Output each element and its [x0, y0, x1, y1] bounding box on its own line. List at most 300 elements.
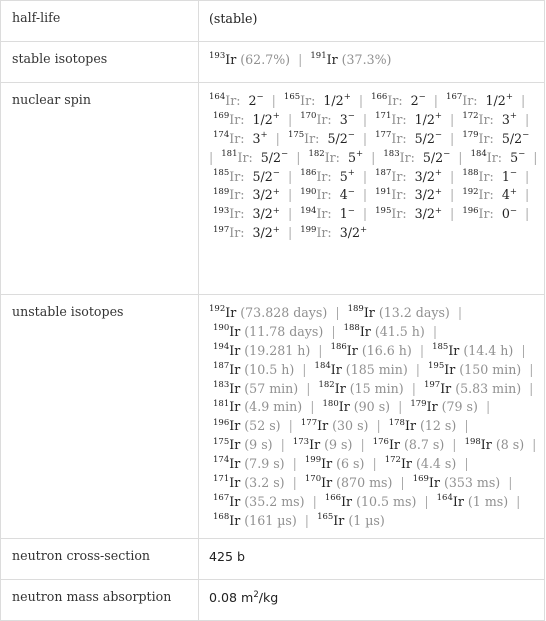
isotope-entry	[315, 362, 408, 377]
mass-number: 186	[330, 342, 347, 353]
half-life-value: (73.828 days)	[240, 305, 328, 320]
half-life-value: (12 s)	[419, 418, 457, 434]
mass-number: 174	[213, 455, 230, 466]
spin-value: 3/2	[339, 225, 360, 241]
isotope-entry	[424, 381, 521, 396]
mass-absorption-number: 0.08 m	[209, 590, 254, 605]
element-symbol: Ir:	[229, 225, 245, 241]
mass-number: 188	[343, 323, 360, 334]
parity-sign: −	[418, 92, 426, 103]
mass-number: 177	[375, 130, 392, 141]
mass-number: 195	[375, 205, 392, 216]
separator: |	[464, 456, 469, 472]
element-symbol: Ir	[388, 437, 400, 453]
element-symbol: Ir	[229, 361, 241, 377]
separator: |	[524, 206, 530, 222]
element-symbol: Ir:	[486, 149, 503, 165]
mass-number: 187	[375, 167, 392, 178]
element-symbol: Ir:	[316, 111, 332, 127]
separator: |	[532, 437, 537, 453]
parity-sign: +	[347, 167, 355, 178]
mass-number: 172	[384, 455, 401, 466]
element-symbol: Ir:	[478, 187, 494, 203]
mass-number: 199	[304, 455, 322, 466]
half-life-value: (13.2 days)	[378, 305, 450, 320]
separator: |	[298, 52, 303, 67]
element-symbol: Ir	[309, 437, 321, 453]
half-life-value: (14.4 h)	[463, 342, 514, 358]
isotope-entry	[305, 456, 365, 471]
element-symbol: Ir	[341, 493, 353, 509]
isotope-entry	[323, 399, 391, 414]
isotope-entry	[213, 513, 297, 528]
mass-number: 192	[462, 186, 479, 197]
mass-number: 191	[375, 186, 392, 197]
separator: |	[450, 206, 455, 222]
separator: |	[358, 93, 364, 108]
half-life-value: (9 s)	[324, 437, 353, 453]
spin-entry	[462, 131, 529, 146]
spin-entry	[213, 131, 268, 146]
element-symbol: Ir:	[316, 225, 332, 241]
element-symbol: Ir:	[237, 149, 253, 165]
label-nuclear-spin: nuclear spin	[1, 83, 199, 295]
spin-entry	[371, 93, 426, 108]
separator: |	[433, 93, 439, 108]
mass-number: 168	[213, 512, 230, 523]
separator: |	[450, 111, 455, 127]
mass-number: 166	[324, 493, 342, 504]
spin-value: 3/2	[252, 187, 273, 203]
half-life-value: (6 s)	[336, 456, 365, 472]
spin-value: 3/2	[252, 206, 273, 222]
parity-sign: −	[281, 148, 289, 159]
half-life-value: (7.9 s)	[244, 456, 285, 472]
element-symbol: Ir	[229, 475, 241, 491]
label-stable-isotopes: stable isotopes	[1, 42, 199, 83]
element-symbol: Ir:	[478, 206, 494, 222]
half-life-value: (11.78 days)	[244, 323, 324, 339]
mass-number: 190	[300, 186, 317, 197]
isotope-entry	[213, 494, 305, 509]
spin-value: 5	[510, 149, 519, 165]
mass-number: 169	[412, 474, 429, 485]
isotope-entry	[213, 362, 294, 377]
half-life-value: (52 s)	[244, 418, 281, 434]
separator: |	[457, 305, 463, 320]
parity-sign: +	[505, 92, 513, 103]
spin-entry	[471, 150, 526, 165]
label-neutron-mass-absorption: neutron mass absorption	[1, 580, 199, 621]
spin-entry	[462, 169, 517, 184]
element-symbol: Ir	[448, 342, 460, 358]
element-symbol: Ir	[229, 493, 241, 509]
separator: |	[450, 130, 455, 146]
isotope-entry	[325, 494, 417, 509]
value-nuclear-spin	[199, 83, 545, 295]
parity-sign: −	[347, 111, 355, 122]
element-symbol: Ir	[229, 399, 241, 415]
element-symbol: Ir	[330, 361, 342, 377]
separator: |	[485, 399, 491, 415]
row-neutron-mass-absorption	[1, 580, 545, 621]
spin-value: 4	[339, 187, 348, 203]
separator: |	[419, 342, 425, 358]
spin-entry	[383, 150, 450, 165]
half-life-value: (3.2 s)	[244, 475, 285, 491]
element-symbol: Ir	[229, 437, 241, 453]
separator: |	[524, 111, 530, 127]
isotope-entry	[213, 437, 273, 452]
label-unstable-isotopes: unstable isotopes	[1, 295, 199, 539]
spin-entry	[300, 225, 367, 240]
isotope-entry	[305, 475, 393, 490]
separator: |	[372, 456, 377, 472]
mass-number: 190	[213, 323, 230, 334]
spin-value: 2	[410, 93, 419, 108]
mass-number: 189	[213, 186, 230, 197]
element-symbol: Ir	[440, 380, 452, 396]
isotope-entry	[437, 494, 509, 509]
separator: |	[362, 187, 368, 203]
separator: |	[520, 93, 526, 108]
spin-value: 5/2	[414, 130, 435, 146]
element-symbol: Ir:	[316, 206, 332, 222]
isotope-entry	[213, 475, 285, 490]
isotope-entry	[213, 381, 298, 396]
isotope-entry	[385, 456, 457, 471]
spin-entry	[213, 225, 280, 240]
element-symbol: Ir	[326, 52, 338, 67]
element-symbol: Ir	[229, 456, 241, 472]
half-life-value: (57 min)	[244, 380, 299, 396]
half-life-value: (8 s)	[495, 437, 525, 453]
mass-number: 197	[423, 379, 441, 390]
element-symbol: Ir:	[316, 168, 332, 184]
separator: |	[521, 342, 526, 358]
parity-sign: +	[434, 186, 443, 197]
parity-sign: −	[347, 186, 355, 197]
spin-value: 5	[339, 168, 348, 184]
parity-sign: +	[272, 205, 280, 216]
element-symbol: Ir:	[300, 93, 316, 108]
element-symbol: Ir	[428, 475, 440, 491]
half-life-value: (10.5 ms)	[356, 493, 417, 509]
half-life-value: (4.9 min)	[244, 399, 303, 415]
half-life-value: (41.5 h)	[374, 323, 425, 339]
mass-absorption-unit-tail: /kg	[258, 590, 279, 605]
value-half-life: (stable)	[199, 1, 545, 42]
element-symbol: Ir:	[304, 130, 320, 146]
mass-number: 181	[213, 398, 230, 409]
spin-entry	[213, 187, 280, 202]
separator: |	[312, 493, 317, 509]
element-symbol: Ir	[229, 418, 241, 434]
half-life-value: (1 µs)	[348, 512, 385, 528]
element-symbol: Ir:	[229, 111, 245, 127]
mass-number: 167	[446, 92, 463, 103]
separator: |	[533, 149, 538, 165]
separator: |	[362, 111, 368, 127]
mass-number: 193	[213, 205, 230, 216]
parity-sign: −	[256, 92, 264, 103]
value-stable-isotopes	[199, 42, 545, 83]
half-life-value: (353 ms)	[443, 475, 501, 491]
half-life-value: (79 s)	[441, 399, 478, 415]
mass-number: 169	[213, 111, 230, 122]
separator: |	[287, 206, 293, 222]
half-life-value: (5.83 min)	[455, 380, 522, 396]
parity-sign: −	[272, 167, 280, 178]
isotope-entry	[209, 305, 327, 320]
half-life-value: (161 µs)	[244, 512, 297, 528]
isotope-entry	[432, 343, 513, 358]
spin-value: 1/2	[414, 111, 435, 127]
separator: |	[362, 130, 368, 146]
separator: |	[450, 168, 455, 184]
isotope-entry	[410, 399, 478, 414]
mass-number: 199	[300, 224, 317, 235]
separator: |	[292, 475, 297, 491]
mass-number: 165	[283, 92, 301, 103]
parity-sign: −	[518, 148, 526, 159]
separator: |	[371, 149, 376, 165]
separator: |	[280, 437, 285, 453]
parity-sign: +	[434, 167, 443, 178]
separator: |	[376, 418, 381, 434]
mass-number: 179	[462, 130, 479, 141]
half-life-value: (10.5 h)	[244, 361, 295, 377]
parity-sign: +	[355, 148, 364, 159]
half-life-value: (30 s)	[332, 418, 369, 434]
isotope-entry	[428, 362, 521, 377]
element-symbol: Ir	[444, 361, 456, 377]
row-neutron-cross-section	[1, 539, 545, 580]
isotope-entry	[344, 324, 425, 339]
separator: |	[287, 111, 293, 127]
element-symbol: Ir:	[229, 168, 245, 184]
separator: |	[271, 93, 276, 108]
separator: |	[287, 225, 293, 241]
element-symbol: Ir:	[391, 168, 407, 184]
spin-value: 4	[501, 187, 510, 203]
mass-number: 196	[462, 205, 479, 216]
element-symbol: Ir:	[387, 93, 403, 108]
spin-entry	[462, 112, 517, 127]
spin-value: 2	[248, 93, 257, 108]
half-life-value: (185 min)	[345, 361, 408, 377]
isotope-entry	[413, 475, 501, 490]
spin-value: 3	[501, 111, 510, 127]
isotope-entry	[209, 52, 290, 67]
element-symbol: Ir:	[478, 111, 494, 127]
row-unstable-isotopes	[1, 295, 545, 539]
element-symbol: Ir:	[316, 187, 332, 203]
mass-number: 171	[213, 474, 230, 485]
parity-sign: +	[260, 130, 268, 141]
spin-entry	[221, 150, 288, 165]
row-stable-isotopes	[1, 42, 545, 83]
spin-entry	[213, 206, 280, 221]
mass-number: 178	[388, 417, 405, 428]
isotope-entry	[389, 418, 457, 433]
mass-number: 174	[213, 130, 230, 141]
isotope-entry	[331, 343, 412, 358]
isotope-entry	[213, 418, 281, 433]
spin-entry	[300, 187, 355, 202]
separator: |	[508, 475, 513, 491]
spin-entry	[375, 187, 442, 202]
element-symbol: Ir:	[462, 93, 478, 108]
spin-entry	[375, 131, 442, 146]
half-life-value: (90 s)	[353, 399, 391, 415]
parity-sign: −	[443, 148, 451, 159]
parity-sign: +	[434, 205, 443, 216]
parity-sign: −	[347, 130, 355, 141]
element-symbol: Ir:	[391, 187, 407, 203]
element-symbol: Ir	[229, 323, 241, 339]
mass-number: 189	[347, 304, 364, 315]
element-symbol: Ir:	[478, 168, 494, 184]
spin-entry	[375, 206, 442, 221]
separator: |	[360, 437, 365, 453]
element-symbol: Ir	[321, 456, 333, 472]
mass-number: 164	[436, 493, 453, 504]
separator: |	[398, 399, 403, 415]
mass-number: 196	[213, 417, 230, 428]
separator: |	[529, 361, 534, 377]
separator: |	[287, 187, 293, 203]
parity-sign: −	[434, 130, 443, 141]
separator: |	[292, 456, 297, 472]
mass-number: 170	[300, 111, 317, 122]
row-half-life	[1, 1, 545, 42]
spin-entry	[462, 187, 517, 202]
mass-number: 164	[209, 92, 226, 103]
mass-number: 183	[213, 379, 230, 390]
spin-entry	[375, 169, 442, 184]
spin-value: 5/2	[327, 130, 348, 146]
mass-number: 185	[213, 167, 230, 178]
spin-entry	[284, 93, 351, 108]
separator: |	[516, 493, 521, 509]
mass-number: 171	[375, 111, 392, 122]
value-unstable-isotopes	[199, 295, 545, 539]
mass-number: 172	[462, 111, 479, 122]
parity-sign: +	[272, 186, 280, 197]
spin-value: 3/2	[414, 168, 435, 184]
mass-number: 197	[213, 224, 230, 235]
mass-number: 181	[221, 148, 238, 159]
mass-number: 187	[213, 360, 230, 371]
element-symbol: Ir:	[391, 206, 407, 222]
spin-value: 1	[501, 168, 510, 184]
separator: |	[306, 380, 311, 396]
element-symbol: Ir:	[391, 111, 407, 127]
element-symbol: Ir	[225, 52, 237, 67]
spin-entry	[446, 93, 513, 108]
element-symbol: Ir	[480, 437, 492, 453]
spin-value: 1/2	[485, 93, 506, 108]
element-symbol: Ir	[452, 493, 464, 509]
parity-sign: +	[272, 224, 280, 235]
element-symbol: Ir:	[391, 130, 407, 146]
half-life-value: (150 min)	[459, 361, 522, 377]
mass-number: 198	[464, 436, 481, 447]
spin-value: 1/2	[252, 111, 273, 127]
isotope-entry	[318, 381, 403, 396]
separator: |	[450, 187, 455, 203]
spin-entry	[462, 206, 517, 221]
separator: |	[304, 512, 310, 528]
parity-sign: +	[359, 224, 368, 235]
element-symbol: Ir	[229, 512, 241, 528]
isotope-entry	[317, 513, 385, 528]
separator: |	[362, 206, 368, 222]
isotope-entry	[213, 343, 310, 358]
mass-number: 166	[371, 92, 388, 103]
spin-value: 1/2	[323, 93, 344, 108]
element-symbol: Ir	[363, 305, 375, 320]
half-life-value: (4.4 s)	[415, 456, 457, 472]
element-symbol: Ir:	[399, 149, 415, 165]
element-symbol: Ir	[229, 380, 241, 396]
isotope-entry	[373, 437, 445, 452]
element-symbol: Ir:	[229, 187, 245, 203]
mass-number: 194	[300, 205, 317, 216]
element-symbol: Ir	[334, 380, 346, 396]
spin-value: 5	[347, 149, 356, 165]
spin-value: 5/2	[260, 149, 282, 165]
spin-value: 5/2	[422, 149, 444, 165]
separator: |	[335, 305, 340, 320]
parity-sign: +	[509, 186, 517, 197]
spin-value: 5/2	[252, 168, 273, 184]
spin-entry	[375, 112, 442, 127]
spin-entry	[300, 169, 355, 184]
element-symbol: Ir	[359, 323, 371, 339]
mass-number: 175	[213, 436, 230, 447]
spin-entry	[209, 93, 264, 108]
mass-number: 192	[209, 304, 226, 315]
abundance-value: (37.3%)	[341, 52, 392, 67]
isotope-entry	[293, 437, 353, 452]
separator: |	[524, 168, 530, 184]
parity-sign: +	[434, 111, 443, 122]
element-symbol: Ir	[333, 512, 345, 528]
mass-number: 173	[292, 436, 310, 447]
separator: |	[400, 475, 405, 491]
parity-sign: +	[509, 111, 517, 122]
mass-number: 185	[432, 342, 449, 353]
separator: |	[424, 493, 429, 509]
isotope-entry	[301, 418, 369, 433]
element-symbol: Ir	[229, 342, 241, 358]
spin-value: 3/2	[414, 206, 435, 222]
element-symbol: Ir:	[478, 130, 494, 146]
element-symbol: Ir:	[324, 149, 340, 165]
element-symbol: Ir	[346, 342, 358, 358]
spin-value: 3	[339, 111, 348, 127]
element-symbol: Ir	[426, 399, 438, 415]
spin-value: 0	[501, 206, 510, 222]
mass-number: 195	[428, 360, 445, 371]
mass-number: 176	[372, 436, 389, 447]
half-life-value: (19.281 h)	[244, 342, 311, 358]
spin-value: 5/2	[501, 130, 523, 146]
separator: |	[296, 149, 301, 165]
spin-entry	[213, 169, 280, 184]
